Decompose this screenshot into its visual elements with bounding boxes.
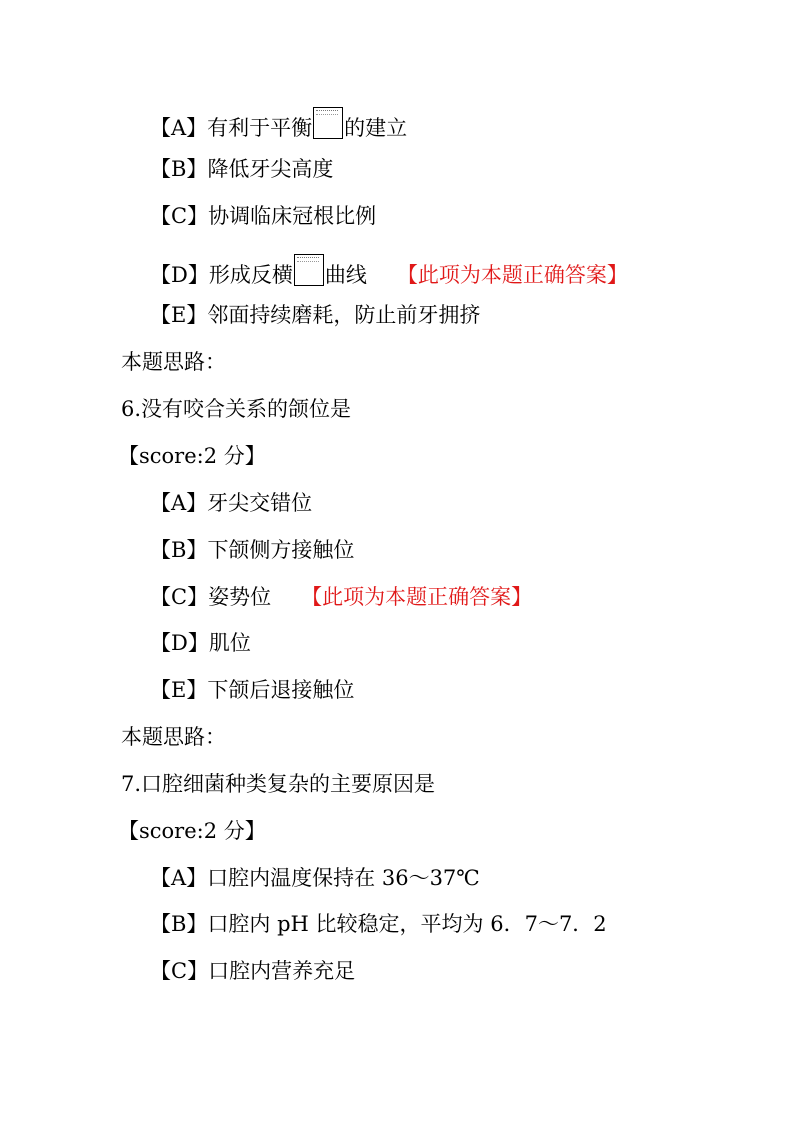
q6-option-d — [150, 628, 251, 658]
option-tag: 【C】 — [150, 959, 209, 983]
option-tag: 【A】 — [150, 116, 208, 140]
q6-option-b — [150, 535, 354, 565]
inline-image-icon — [313, 107, 343, 139]
q7-option-a — [150, 863, 480, 893]
option-tag: 【E】 — [150, 303, 208, 327]
option-tag: 【C】 — [150, 585, 209, 609]
q6-option-e — [150, 675, 354, 705]
q6-reasoning-label: 本题思路： — [121, 725, 226, 749]
option-text: 肌位 — [208, 631, 251, 655]
option-tag: 【D】 — [150, 263, 209, 287]
option-text-after: 的建立 — [344, 116, 408, 140]
option-text-after: 曲线 — [324, 263, 367, 287]
option-text: 口腔内 pH 比较稳定，平均为 6．7～7．2 — [207, 912, 607, 936]
q6-score: 【score:2 分】 — [118, 444, 266, 468]
option-tag: 【D】 — [150, 631, 209, 655]
q6-option-a — [150, 488, 312, 518]
option-tag: 【C】 — [150, 204, 209, 228]
option-text: 下颌后退接触位 — [207, 678, 355, 702]
option-text: 下颌侧方接触位 — [207, 538, 355, 562]
option-text: 姿势位 — [208, 585, 272, 609]
option-tag: 【E】 — [150, 678, 208, 702]
inline-image-icon — [294, 254, 324, 286]
option-text: 协调临床冠根比例 — [208, 204, 377, 228]
q5-option-d — [150, 254, 628, 287]
option-text: 降低牙尖高度 — [207, 157, 334, 181]
option-text: 牙尖交错位 — [207, 491, 313, 515]
q5-option-c — [150, 201, 376, 231]
option-text: 邻面持续磨耗，防止前牙拥挤 — [207, 303, 481, 327]
option-tag: 【A】 — [150, 491, 208, 515]
option-text-before: 形成反横 — [208, 263, 293, 287]
option-tag: 【B】 — [150, 157, 208, 181]
q7-score: 【score:2 分】 — [118, 819, 266, 843]
option-text: 口腔内营养充足 — [208, 959, 356, 983]
option-tag: 【B】 — [150, 912, 208, 936]
option-text-before: 有利于平衡 — [207, 116, 313, 140]
q5-reasoning-label: 本题思路： — [121, 350, 226, 374]
q6-stem: 6.没有咬合关系的颌位是 — [121, 397, 352, 421]
option-text: 口腔内温度保持在 36～37℃ — [207, 866, 480, 890]
q6-option-c — [150, 582, 532, 612]
q7-option-b — [150, 909, 607, 939]
correct-answer-marker: 【此项为本题正确答案】 — [301, 585, 533, 609]
q7-stem: 7.口腔细菌种类复杂的主要原因是 — [121, 772, 436, 796]
correct-answer-marker: 【此项为本题正确答案】 — [396, 263, 628, 287]
option-tag: 【B】 — [150, 538, 208, 562]
q5-option-a — [150, 107, 408, 140]
q5-option-e — [150, 300, 480, 330]
option-tag: 【A】 — [150, 866, 208, 890]
q7-option-c — [150, 956, 355, 986]
q5-option-b — [150, 154, 333, 184]
